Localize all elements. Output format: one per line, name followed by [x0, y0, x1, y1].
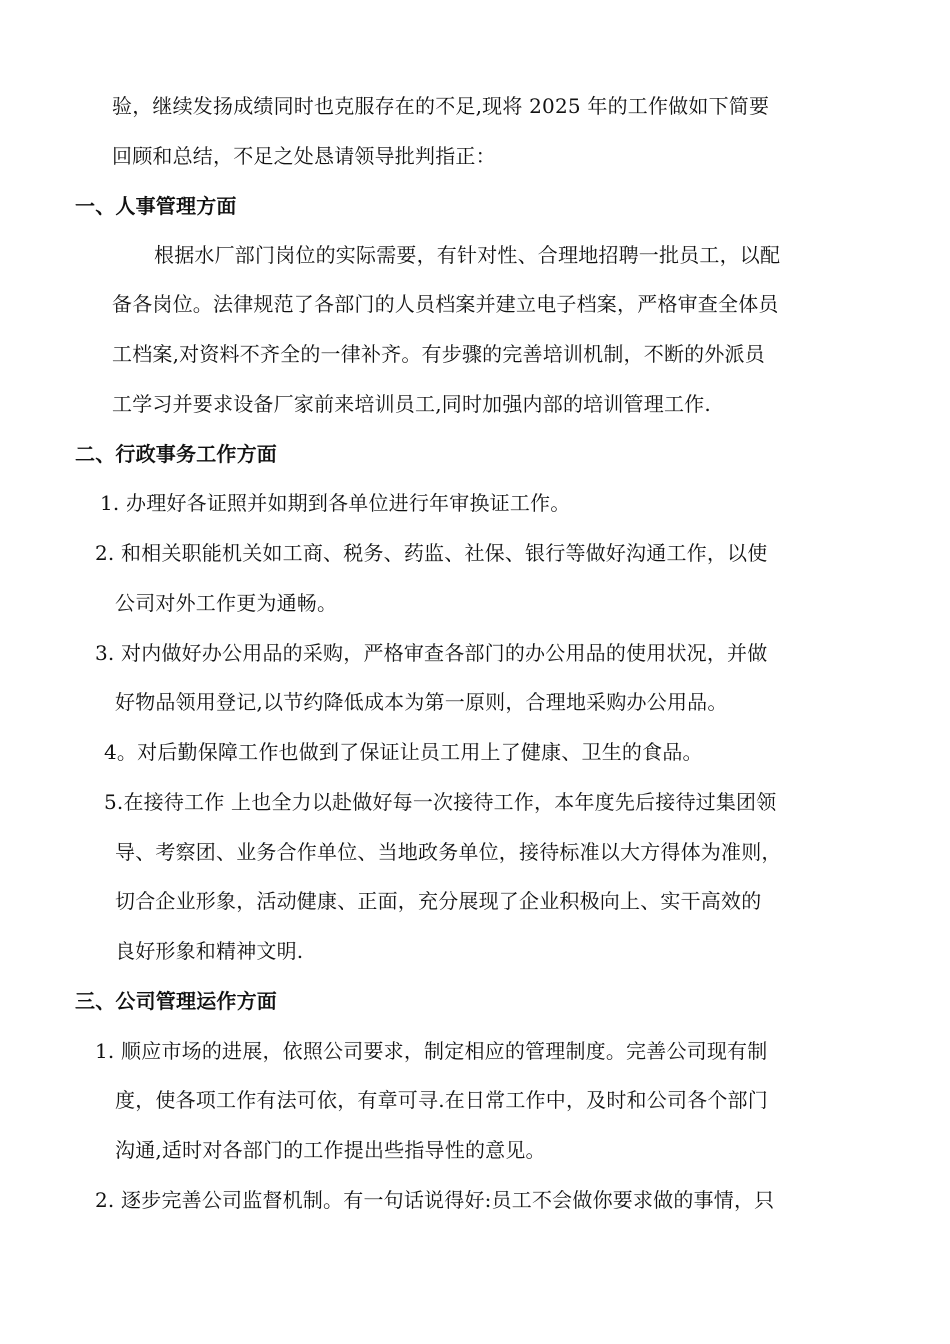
list-item: 2. 和相关职能机关如工商、税务、药监、社保、银行等做好沟通工作，以使: [95, 541, 768, 565]
list-item: 1. 顺应市场的进展，依照公司要求，制定相应的管理制度。完善公司现有制: [95, 1039, 768, 1063]
list-item: 4。对后勤保障工作也做到了保证让员工用上了健康、卫生的食品。: [104, 740, 703, 764]
list-item-continuation: 导、考察团、业务合作单位、当地政务单位，接待标准以大方得体为准则，: [115, 840, 782, 864]
section-heading-personnel: 一、人事管理方面: [75, 194, 237, 218]
paragraph-line: 根据水厂部门岗位的实际需要，有针对性、合理地招聘一批员工，以配: [154, 243, 781, 267]
list-item: 3. 对内做好办公用品的采购，严格审查各部门的办公用品的使用状况，并做: [95, 641, 768, 665]
section-heading-admin: 二、行政事务工作方面: [75, 442, 277, 466]
list-item: 2. 逐步完善公司监督机制。有一句话说得好:员工不会做你要求做的事情，只: [95, 1188, 775, 1212]
paragraph-line: 备各岗位。法律规范了各部门的人员档案并建立电子档案，严格审查全体员: [112, 292, 779, 316]
intro-line: 验，继续发扬成绩同时也克服存在的不足,现将 2025 年的工作做如下简要: [112, 94, 770, 118]
list-item: 1. 办理好各证照并如期到各单位进行年审换证工作。: [100, 491, 571, 515]
list-item-continuation: 沟通,适时对各部门的工作提出些指导性的意见。: [115, 1138, 546, 1162]
list-item-continuation: 度，使各项工作有法可依，有章可寻.在日常工作中，及时和公司各个部门: [115, 1088, 768, 1112]
list-item: 5.在接待工作 上也全力以赴做好每一次接待工作，本年度先后接待过集团领: [104, 790, 777, 814]
paragraph-line: 工档案,对资料不齐全的一律补齐。有步骤的完善培训机制，不断的外派员: [112, 342, 765, 366]
section-heading-management: 三、公司管理运作方面: [75, 989, 277, 1013]
list-item-continuation: 切合企业形象，活动健康、正面，充分展现了企业积极向上、实干高效的: [115, 889, 762, 913]
list-item-continuation: 良好形象和精神文明.: [115, 939, 304, 963]
paragraph-line: 工学习并要求设备厂家前来培训员工,同时加强内部的培训管理工作.: [112, 392, 711, 416]
intro-line: 回顾和总结，不足之处恳请领导批判指正：: [112, 144, 496, 168]
list-item-continuation: 好物品领用登记,以节约降低成本为第一原则，合理地采购办公用品。: [115, 690, 728, 714]
list-item-continuation: 公司对外工作更为通畅。: [115, 591, 338, 615]
